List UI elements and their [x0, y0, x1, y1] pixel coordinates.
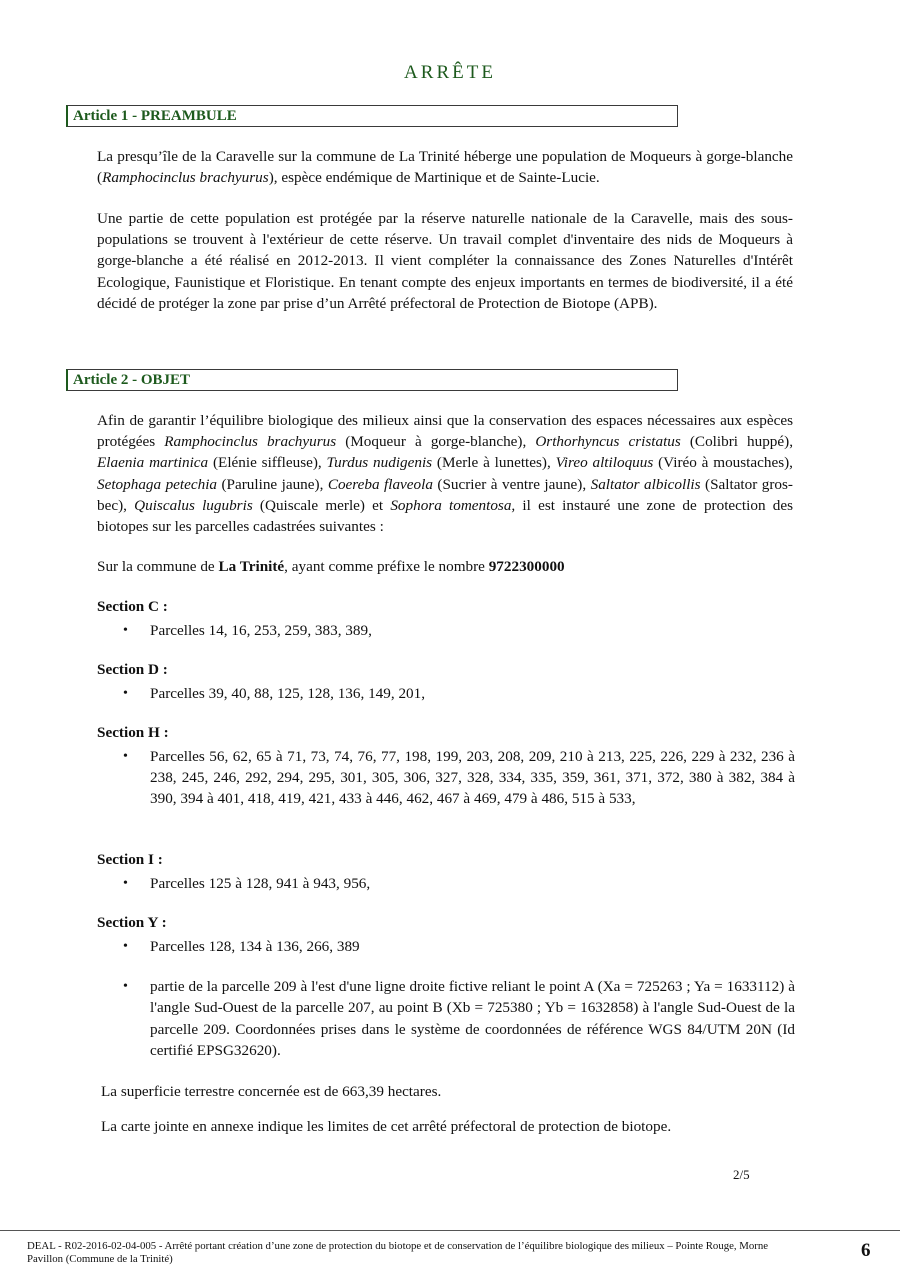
text-run: Sur la commune de — [97, 558, 219, 575]
footer-reference: DEAL - R02-2016-02-04-005 - Arrêté portant création d’une zone de protection du biotope et de conservation de l’équilibre biologique des milieux – Pointe Rouge, Morne Pavillon (Commune de la Trinité) — [27, 1240, 769, 1265]
text-run: (Merle à lunettes), — [432, 454, 556, 472]
commune-line — [97, 556, 793, 577]
text-run: (Sucrier à ventre jaune), — [432, 475, 591, 493]
page-title: ARRÊTE — [404, 62, 496, 83]
commune-name: La Trinité — [218, 558, 285, 575]
text-run: (Elénie siffleuse), — [208, 454, 327, 472]
text-run: La presqu’île de la Caravelle sur la commune de La Trinité héberge une population de Moqueurs à gorge-blanche ( — [97, 148, 793, 187]
bullet-icon: • — [123, 939, 128, 954]
text-run: ), espèce endémique de Martinique et de Sainte-Lucie. — [268, 169, 600, 187]
list-item — [120, 683, 795, 704]
bullet-icon: • — [123, 686, 128, 701]
section-d-list — [120, 683, 795, 704]
species-name: Saltator albicollis — [590, 475, 701, 493]
footer-divider — [0, 1230, 900, 1231]
section-y-title: Section Y : — [97, 914, 167, 931]
parcel-text: partie de la parcelle 209 à l'est d'une ligne droite fictive reliant le point A (Xa = 725263 ; Ya = 1633112) à l'angle Sud-Ouest de la parcelle 207, au point B (Xb = 725380 ; Yb = 1632858) à l'angle Sud-Ouest de la parcelle 209. Coordonnées prises dans le système de coordonnées de référence WGS 84/UTM 20N (Id certifié EPSG32620). — [150, 978, 795, 1059]
section-c-title: Section C : — [97, 598, 168, 615]
parcel-text: Parcelles 125 à 128, 941 à 943, 956, — [150, 875, 371, 892]
species-name: Coereba flaveola — [327, 475, 433, 493]
parcel-text: Parcelles 56, 62, 65 à 71, 73, 74, 76, 77, 198, 199, 203, 208, 209, 210 à 213, 225, 226, 229 à 232, 236 à 238, 245, 246, 292, 294, 295, 301, 305, 306, 327, 328, 334, 335, 359, 361, 371, 372, 380 à 382, 384 à 390, 394 à 401, 418, 419, 421, 433 à 446, 462, 467 à 469, 479 à 486, 515 à 533, — [150, 748, 795, 808]
species-name: Setophaga petechia — [97, 475, 218, 493]
species-name: Ramphocinclus brachyurus — [102, 169, 269, 187]
page-number: 2/5 — [733, 1167, 750, 1182]
species-name: Turdus nudigenis — [326, 454, 433, 472]
bullet-icon: • — [123, 749, 128, 764]
list-item — [120, 873, 795, 894]
bullet-icon: • — [123, 979, 128, 995]
article-1-paragraph-1 — [97, 146, 793, 188]
parcel-text: Parcelles 14, 16, 253, 259, 383, 389, — [150, 622, 372, 639]
bullet-icon: • — [123, 623, 128, 638]
species-name: Vireo altiloquus — [555, 454, 654, 472]
section-i-list — [120, 873, 795, 894]
list-item — [120, 746, 795, 810]
list-item — [120, 936, 795, 957]
section-h-list — [120, 746, 795, 810]
bullet-icon: • — [123, 876, 128, 891]
species-name: Ramphocinclus brachyurus — [164, 433, 337, 451]
species-name: Orthorhyncus cristatus — [535, 433, 681, 451]
footer-page-number: 6 — [861, 1240, 871, 1261]
section-y-list — [120, 936, 795, 1061]
section-d-title: Section D : — [97, 661, 168, 678]
parcel-text: Parcelles 128, 134 à 136, 266, 389 — [150, 938, 360, 955]
surface-text: La superficie terrestre concernée est de 663,39 hectares. — [101, 1083, 442, 1100]
list-item — [120, 620, 795, 641]
text-run: il est instauré une zone de protection des biotopes sur les parcelles cadastrées suivantes : — [97, 496, 793, 536]
species-name: Elaenia martinica — [97, 454, 209, 472]
list-item — [120, 976, 795, 1061]
cadastral-prefix: 9722300000 — [488, 558, 565, 575]
text-run: Afin de garantir l’équilibre biologique des milieux ainsi que la conservation des espaces nécessaires aux espèces protégées — [97, 412, 793, 451]
text-run: (Quiscale merle) et — [252, 496, 391, 514]
species-name: Sophora tomentosa, — [390, 496, 516, 514]
section-i-title: Section I : — [97, 851, 163, 868]
article-1-paragraph-2: Une partie de cette population est protégée par la réserve naturelle nationale de la Caravelle, mais des sous-populations se trouvent à l'extérieur de cette réserve. Un travail complet d'inventaire des nids de Moqueurs à gorge-blanche a été réalisé en 2012-2013. Il vient compléter la connaissance des Zones Naturelles d'Intérêt Ecologique, Faunistique et Floristique. En tenant compte des enjeux importants en termes de biodiversité, il a été décidé de protéger la zone par prise d’un Arrêté préfectoral de Protection de Biotope (APB). — [97, 210, 793, 312]
text-run: (Saltator gros-bec), — [97, 475, 793, 514]
parcel-text: Parcelles 39, 40, 88, 125, 128, 136, 149, 201, — [150, 685, 426, 702]
text-run: (Colibri huppé), — [680, 433, 793, 451]
text-run: , ayant comme préfixe le nombre — [284, 558, 489, 575]
text-run: (Moqueur à gorge-blanche), — [336, 433, 536, 451]
section-c-list — [120, 620, 795, 641]
text-run: (Viréo à moustaches), — [653, 454, 793, 472]
article-2-intro — [97, 410, 793, 537]
species-name: Quiscalus lugubris — [134, 496, 253, 514]
article-2-heading: Article 2 - OBJET — [66, 369, 678, 391]
section-h-title: Section H : — [97, 724, 169, 741]
text-run: (Paruline jaune), — [217, 475, 328, 493]
article-1-heading: Article 1 - PREAMBULE — [66, 105, 678, 127]
map-annex-text: La carte jointe en annexe indique les limites de cet arrêté préfectoral de protection de biotope. — [101, 1118, 672, 1135]
